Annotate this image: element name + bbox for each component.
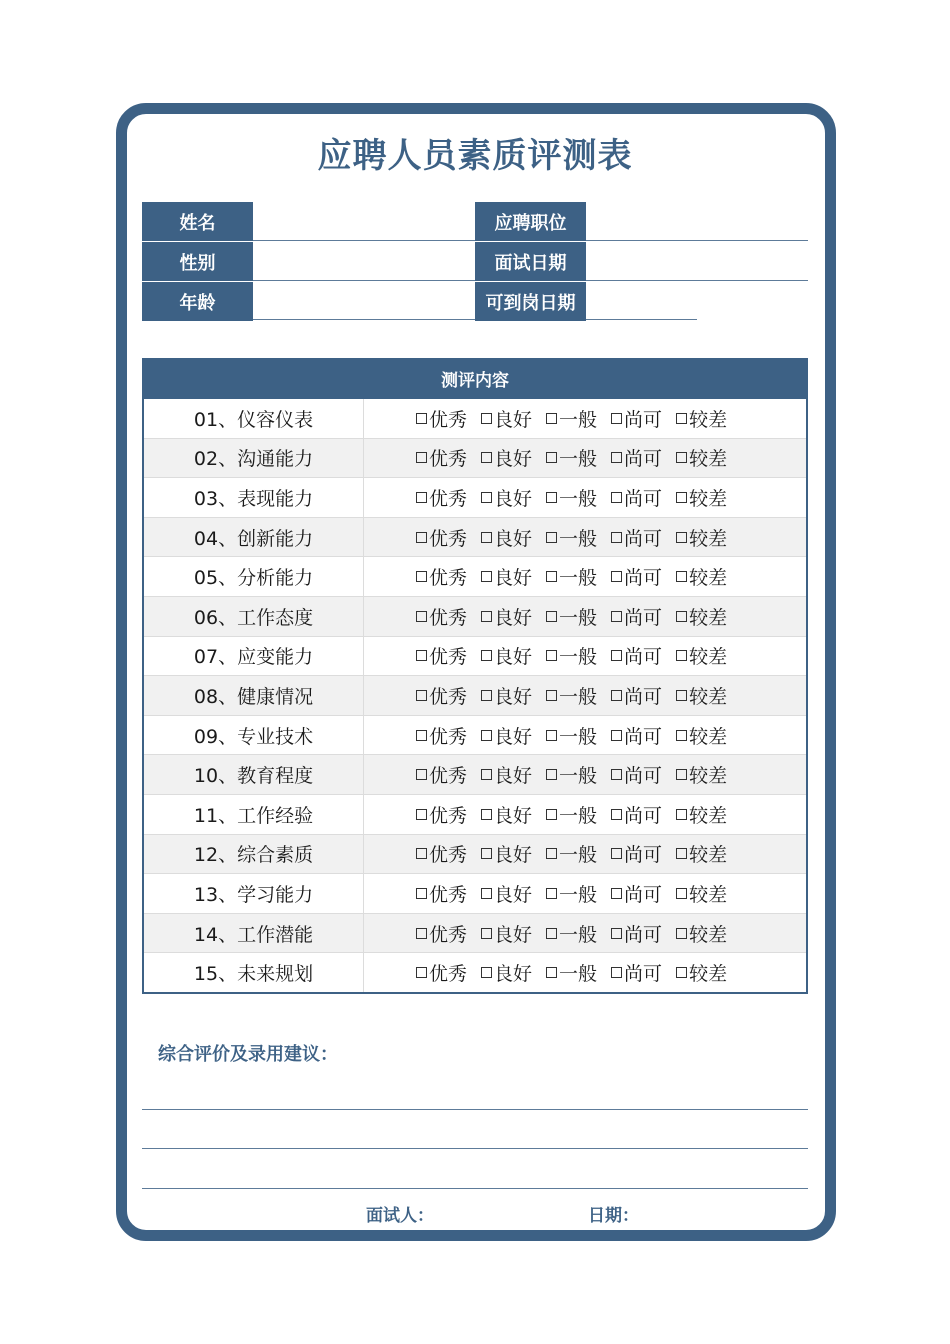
rating-checkbox[interactable] (481, 524, 532, 551)
rating-option-label: 尚可 (624, 527, 663, 550)
rating-option-label: 优秀 (429, 804, 468, 827)
rating-options (364, 914, 806, 953)
checkbox-icon[interactable] (676, 413, 687, 424)
checkbox-icon[interactable] (546, 928, 557, 939)
rating-option-label: 良好 (494, 408, 533, 431)
evaluation-header: 测评内容 (144, 358, 806, 399)
rating-option-label: 良好 (494, 487, 533, 510)
rating-checkbox[interactable] (481, 920, 532, 947)
rating-option-label: 一般 (559, 487, 598, 510)
checkbox-icon[interactable] (416, 650, 427, 661)
rating-option-label: 较差 (689, 883, 728, 906)
rating-checkbox[interactable] (546, 642, 597, 669)
checkbox-icon[interactable] (546, 532, 557, 543)
rating-checkbox[interactable] (546, 761, 597, 788)
rating-option-label: 尚可 (624, 923, 663, 946)
rating-option-label: 较差 (689, 844, 728, 867)
rating-checkbox[interactable] (676, 722, 727, 749)
checkbox-icon[interactable] (546, 809, 557, 820)
evaluation-item-label: 09、专业技术 (144, 716, 364, 755)
rating-option-label: 一般 (559, 527, 598, 550)
checkbox-icon[interactable] (676, 452, 687, 463)
rating-option-label: 优秀 (429, 725, 468, 748)
rating-checkbox[interactable] (611, 920, 662, 947)
position-field[interactable] (586, 240, 808, 241)
table-row (144, 597, 806, 637)
rating-checkbox[interactable] (611, 524, 662, 551)
table-row (144, 716, 806, 756)
rating-checkbox[interactable] (546, 920, 597, 947)
label-gender: 性别 (142, 242, 253, 281)
rating-option-label: 一般 (559, 963, 598, 986)
rating-option-label: 良好 (494, 606, 533, 629)
rating-option-label: 良好 (494, 527, 533, 550)
rating-option-label: 较差 (689, 527, 728, 550)
evaluation-item-label: 10、教育程度 (144, 755, 364, 794)
rating-option-label: 良好 (494, 725, 533, 748)
checkbox-icon[interactable] (611, 532, 622, 543)
table-row (144, 518, 806, 558)
rating-checkbox[interactable] (481, 484, 532, 511)
checkbox-icon[interactable] (481, 611, 492, 622)
table-row (144, 874, 806, 914)
rating-option-label: 优秀 (429, 448, 468, 471)
rating-checkbox[interactable] (611, 563, 662, 590)
rating-option-label: 优秀 (429, 963, 468, 986)
checkbox-icon[interactable] (611, 928, 622, 939)
checkbox-icon[interactable] (546, 413, 557, 424)
rating-option-label: 优秀 (429, 408, 468, 431)
rating-checkbox[interactable] (546, 682, 597, 709)
evaluation-item-label: 01、仪容仪表 (144, 399, 364, 438)
rating-option-label: 一般 (559, 923, 598, 946)
rating-option-label: 较差 (689, 765, 728, 788)
rating-checkbox[interactable] (416, 642, 467, 669)
checkbox-icon[interactable] (676, 888, 687, 899)
date-label: 日期： (588, 1206, 639, 1226)
rating-option-label: 良好 (494, 883, 533, 906)
rating-option-label: 良好 (494, 804, 533, 827)
rating-option-label: 尚可 (624, 606, 663, 629)
rating-options (364, 835, 806, 874)
checkbox-icon[interactable] (676, 532, 687, 543)
rating-option-label: 优秀 (429, 765, 468, 788)
rating-option-label: 较差 (689, 487, 728, 510)
checkbox-icon[interactable] (416, 611, 427, 622)
checkbox-icon[interactable] (481, 532, 492, 543)
rating-option-label: 一般 (559, 646, 598, 669)
rating-option-label: 良好 (494, 963, 533, 986)
rating-checkbox[interactable] (611, 880, 662, 907)
rating-option-label: 一般 (559, 765, 598, 788)
rating-option-label: 尚可 (624, 567, 663, 590)
checkbox-icon[interactable] (676, 809, 687, 820)
rating-option-label: 优秀 (429, 567, 468, 590)
rating-checkbox[interactable] (416, 959, 467, 986)
rating-checkbox[interactable] (416, 880, 467, 907)
rating-checkbox[interactable] (676, 959, 727, 986)
checkbox-icon[interactable] (416, 492, 427, 503)
rating-checkbox[interactable] (416, 801, 467, 828)
page-title: 应聘人员素质评测表 (317, 136, 633, 176)
checkbox-icon[interactable] (481, 809, 492, 820)
name-field[interactable] (253, 240, 475, 241)
rating-options (364, 597, 806, 636)
checkbox-icon[interactable] (676, 730, 687, 741)
evaluation-item-label: 07、应变能力 (144, 637, 364, 676)
rating-checkbox[interactable] (676, 840, 727, 867)
checkbox-icon[interactable] (676, 650, 687, 661)
rating-checkbox[interactable] (416, 484, 467, 511)
evaluation-rows (144, 399, 806, 992)
rating-option-label: 尚可 (624, 804, 663, 827)
rating-options (364, 874, 806, 913)
checkbox-icon[interactable] (416, 848, 427, 859)
checkbox-icon[interactable] (546, 690, 557, 701)
rating-checkbox[interactable] (481, 801, 532, 828)
rating-option-label: 一般 (559, 408, 598, 431)
checkbox-icon[interactable] (416, 809, 427, 820)
rating-option-label: 较差 (689, 567, 728, 590)
rating-options (364, 518, 806, 557)
rating-option-label: 优秀 (429, 844, 468, 867)
rating-options (364, 953, 806, 992)
checkbox-icon[interactable] (546, 769, 557, 780)
gender-field[interactable] (253, 280, 475, 281)
rating-checkbox[interactable] (546, 801, 597, 828)
table-row (144, 637, 806, 677)
evaluation-item-label: 04、创新能力 (144, 518, 364, 557)
checkbox-icon[interactable] (481, 650, 492, 661)
rating-checkbox[interactable] (546, 603, 597, 630)
rating-option-label: 良好 (494, 646, 533, 669)
checkbox-icon[interactable] (481, 452, 492, 463)
rating-checkbox[interactable] (416, 563, 467, 590)
rating-option-label: 优秀 (429, 606, 468, 629)
rating-option-label: 尚可 (624, 725, 663, 748)
rating-option-label: 优秀 (429, 685, 468, 708)
checkbox-icon[interactable] (676, 848, 687, 859)
rating-option-label: 优秀 (429, 883, 468, 906)
rating-checkbox[interactable] (676, 405, 727, 432)
rating-options (364, 399, 806, 438)
rating-checkbox[interactable] (611, 959, 662, 986)
rating-checkbox[interactable] (481, 959, 532, 986)
checkbox-icon[interactable] (611, 967, 622, 978)
checkbox-icon[interactable] (676, 611, 687, 622)
checkbox-icon[interactable] (611, 611, 622, 622)
rating-checkbox[interactable] (416, 682, 467, 709)
rating-checkbox[interactable] (611, 642, 662, 669)
evaluation-item-label: 06、工作态度 (144, 597, 364, 636)
rating-option-label: 尚可 (624, 844, 663, 867)
rating-option-label: 优秀 (429, 646, 468, 669)
checkbox-icon[interactable] (676, 967, 687, 978)
checkbox-icon[interactable] (676, 690, 687, 701)
rating-checkbox[interactable] (676, 563, 727, 590)
table-row (144, 399, 806, 439)
rating-checkbox[interactable] (546, 722, 597, 749)
rating-checkbox[interactable] (481, 563, 532, 590)
rating-options (364, 755, 806, 794)
rating-option-label: 尚可 (624, 646, 663, 669)
rating-checkbox[interactable] (416, 761, 467, 788)
rating-checkbox[interactable] (611, 761, 662, 788)
checkbox-icon[interactable] (481, 690, 492, 701)
rating-checkbox[interactable] (676, 801, 727, 828)
rating-checkbox[interactable] (481, 840, 532, 867)
rating-options (364, 676, 806, 715)
checkbox-icon[interactable] (611, 848, 622, 859)
rating-checkbox[interactable] (676, 524, 727, 551)
rating-option-label: 良好 (494, 765, 533, 788)
rating-checkbox[interactable] (676, 682, 727, 709)
evaluation-item-label: 14、工作潜能 (144, 914, 364, 953)
rating-checkbox[interactable] (676, 603, 727, 630)
checkbox-icon[interactable] (481, 730, 492, 741)
rating-checkbox[interactable] (676, 920, 727, 947)
checkbox-icon[interactable] (676, 492, 687, 503)
rating-option-label: 优秀 (429, 923, 468, 946)
evaluation-item-label: 08、健康情况 (144, 676, 364, 715)
rating-checkbox[interactable] (481, 761, 532, 788)
rating-checkbox[interactable] (676, 761, 727, 788)
summary-line-2[interactable] (142, 1148, 808, 1149)
checkbox-icon[interactable] (611, 690, 622, 701)
checkbox-icon[interactable] (481, 967, 492, 978)
table-row (144, 478, 806, 518)
rating-checkbox[interactable] (611, 682, 662, 709)
rating-option-label: 尚可 (624, 765, 663, 788)
table-row (144, 914, 806, 954)
evaluation-item-label: 13、学习能力 (144, 874, 364, 913)
table-row (144, 557, 806, 597)
rating-option-label: 较差 (689, 804, 728, 827)
checkbox-icon[interactable] (611, 809, 622, 820)
rating-option-label: 尚可 (624, 685, 663, 708)
rating-checkbox[interactable] (676, 642, 727, 669)
checkbox-icon[interactable] (416, 413, 427, 424)
checkbox-icon[interactable] (481, 848, 492, 859)
rating-options (364, 439, 806, 478)
checkbox-icon[interactable] (481, 413, 492, 424)
rating-checkbox[interactable] (481, 682, 532, 709)
label-age: 年龄 (142, 282, 253, 321)
rating-checkbox[interactable] (416, 524, 467, 551)
table-row (144, 835, 806, 875)
checkbox-icon[interactable] (416, 690, 427, 701)
rating-option-label: 尚可 (624, 408, 663, 431)
checkbox-icon[interactable] (416, 452, 427, 463)
checkbox-icon[interactable] (416, 888, 427, 899)
checkbox-icon[interactable] (611, 571, 622, 582)
checkbox-icon[interactable] (546, 571, 557, 582)
rating-option-label: 较差 (689, 725, 728, 748)
evaluation-item-label: 02、沟通能力 (144, 439, 364, 478)
checkbox-icon[interactable] (416, 571, 427, 582)
checkbox-icon[interactable] (676, 928, 687, 939)
rating-options (364, 795, 806, 834)
evaluation-item-label: 15、未来规划 (144, 953, 364, 992)
rating-checkbox[interactable] (481, 722, 532, 749)
table-row (144, 755, 806, 795)
rating-option-label: 较差 (689, 685, 728, 708)
table-row (144, 953, 806, 992)
start-date-field[interactable] (586, 319, 697, 320)
checkbox-icon[interactable] (546, 611, 557, 622)
checkbox-icon[interactable] (611, 769, 622, 780)
rating-option-label: 尚可 (624, 487, 663, 510)
label-interview-date: 面试日期 (475, 242, 586, 281)
label-position: 应聘职位 (475, 202, 586, 241)
rating-checkbox[interactable] (481, 603, 532, 630)
table-row (144, 795, 806, 835)
rating-option-label: 尚可 (624, 963, 663, 986)
summary-line-1[interactable] (142, 1109, 808, 1110)
rating-option-label: 良好 (494, 567, 533, 590)
rating-checkbox[interactable] (611, 603, 662, 630)
rating-option-label: 尚可 (624, 883, 663, 906)
checkbox-icon[interactable] (481, 928, 492, 939)
rating-checkbox[interactable] (481, 880, 532, 907)
summary-line-3[interactable] (142, 1188, 808, 1189)
age-field[interactable] (253, 319, 475, 320)
checkbox-icon[interactable] (416, 769, 427, 780)
checkbox-icon[interactable] (546, 967, 557, 978)
checkbox-icon[interactable] (546, 492, 557, 503)
rating-options (364, 637, 806, 676)
rating-checkbox[interactable] (546, 524, 597, 551)
rating-checkbox[interactable] (611, 484, 662, 511)
rating-option-label: 良好 (494, 448, 533, 471)
rating-option-label: 一般 (559, 883, 598, 906)
interview-date-field[interactable] (586, 280, 808, 281)
checkbox-icon[interactable] (546, 452, 557, 463)
rating-option-label: 良好 (494, 685, 533, 708)
rating-option-label: 较差 (689, 408, 728, 431)
checkbox-icon[interactable] (416, 532, 427, 543)
checkbox-icon[interactable] (546, 888, 557, 899)
rating-option-label: 较差 (689, 923, 728, 946)
interviewer-label: 面试人： (366, 1206, 434, 1226)
rating-checkbox[interactable] (416, 405, 467, 432)
rating-checkbox[interactable] (416, 722, 467, 749)
rating-option-label: 尚可 (624, 448, 663, 471)
checkbox-icon[interactable] (611, 492, 622, 503)
rating-checkbox[interactable] (611, 405, 662, 432)
checkbox-icon[interactable] (546, 650, 557, 661)
checkbox-icon[interactable] (676, 571, 687, 582)
evaluation-table (142, 358, 808, 994)
checkbox-icon[interactable] (546, 848, 557, 859)
evaluation-item-label: 11、工作经验 (144, 795, 364, 834)
checkbox-icon[interactable] (481, 571, 492, 582)
rating-option-label: 较差 (689, 448, 728, 471)
rating-option-label: 良好 (494, 923, 533, 946)
evaluation-item-label: 03、表现能力 (144, 478, 364, 517)
rating-checkbox[interactable] (481, 642, 532, 669)
checkbox-icon[interactable] (481, 888, 492, 899)
rating-checkbox[interactable] (481, 405, 532, 432)
checkbox-icon[interactable] (611, 888, 622, 899)
checkbox-icon[interactable] (416, 928, 427, 939)
rating-option-label: 较差 (689, 606, 728, 629)
rating-option-label: 一般 (559, 606, 598, 629)
rating-checkbox[interactable] (546, 880, 597, 907)
rating-option-label: 较差 (689, 646, 728, 669)
rating-option-label: 一般 (559, 844, 598, 867)
rating-checkbox[interactable] (416, 444, 467, 471)
rating-checkbox[interactable] (546, 840, 597, 867)
checkbox-icon[interactable] (611, 452, 622, 463)
rating-checkbox[interactable] (416, 603, 467, 630)
rating-checkbox[interactable] (481, 444, 532, 471)
summary-label: 综合评价及录用建议： (158, 1044, 338, 1065)
rating-checkbox[interactable] (676, 880, 727, 907)
rating-checkbox[interactable] (611, 801, 662, 828)
rating-checkbox[interactable] (546, 959, 597, 986)
rating-option-label: 一般 (559, 448, 598, 471)
rating-option-label: 良好 (494, 844, 533, 867)
table-row (144, 439, 806, 479)
checkbox-icon[interactable] (416, 967, 427, 978)
rating-checkbox[interactable] (546, 444, 597, 471)
rating-checkbox[interactable] (611, 722, 662, 749)
rating-checkbox[interactable] (416, 840, 467, 867)
rating-option-label: 优秀 (429, 487, 468, 510)
checkbox-icon[interactable] (416, 730, 427, 741)
rating-option-label: 较差 (689, 963, 728, 986)
rating-checkbox[interactable] (611, 444, 662, 471)
rating-option-label: 优秀 (429, 527, 468, 550)
rating-checkbox[interactable] (676, 444, 727, 471)
evaluation-item-label: 05、分析能力 (144, 557, 364, 596)
checkbox-icon[interactable] (481, 492, 492, 503)
rating-checkbox[interactable] (546, 405, 597, 432)
rating-checkbox[interactable] (416, 920, 467, 947)
rating-checkbox[interactable] (611, 840, 662, 867)
rating-option-label: 一般 (559, 804, 598, 827)
evaluation-item-label: 12、综合素质 (144, 835, 364, 874)
checkbox-icon[interactable] (611, 650, 622, 661)
rating-checkbox[interactable] (546, 484, 597, 511)
checkbox-icon[interactable] (611, 413, 622, 424)
rating-options (364, 557, 806, 596)
rating-option-label: 一般 (559, 685, 598, 708)
rating-checkbox[interactable] (676, 484, 727, 511)
checkbox-icon[interactable] (546, 730, 557, 741)
label-start-date: 可到岗日期 (475, 282, 586, 321)
table-row (144, 676, 806, 716)
rating-checkbox[interactable] (546, 563, 597, 590)
checkbox-icon[interactable] (481, 769, 492, 780)
rating-options (364, 716, 806, 755)
rating-option-label: 一般 (559, 567, 598, 590)
rating-options (364, 478, 806, 517)
checkbox-icon[interactable] (611, 730, 622, 741)
label-name: 姓名 (142, 202, 253, 241)
checkbox-icon[interactable] (676, 769, 687, 780)
rating-option-label: 一般 (559, 725, 598, 748)
